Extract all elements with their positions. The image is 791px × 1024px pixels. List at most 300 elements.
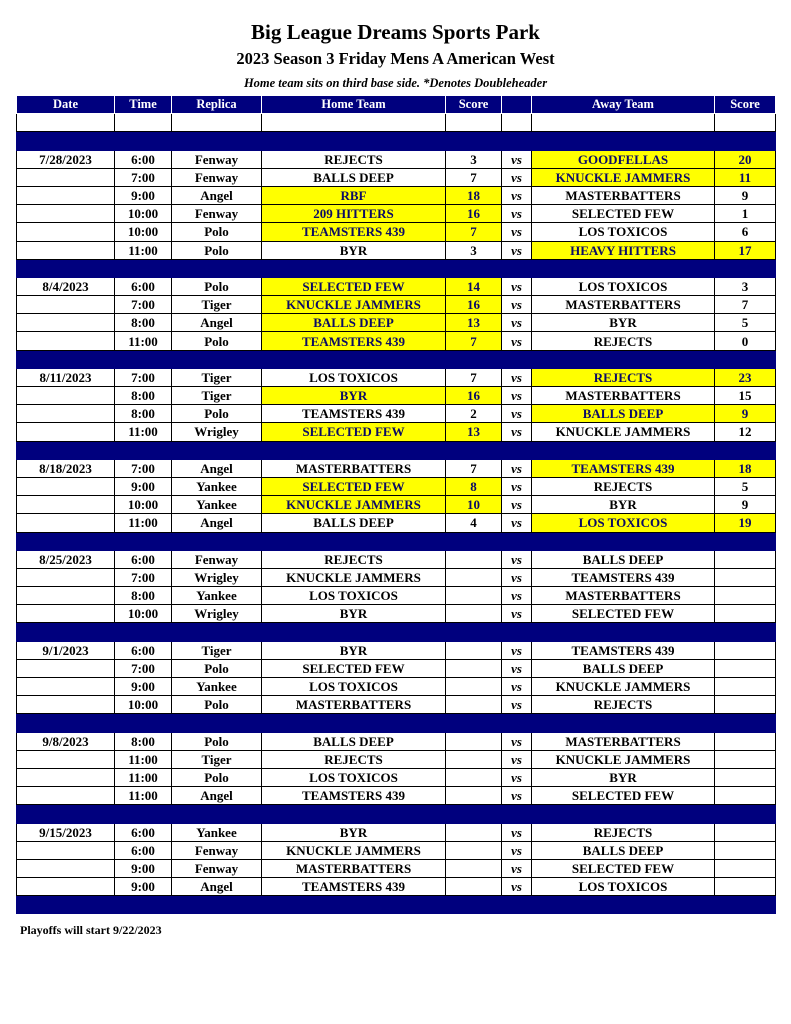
game-row: [17, 696, 776, 714]
game-date: [17, 587, 115, 605]
game-field: Polo: [172, 223, 262, 241]
empty-cell: [502, 896, 532, 914]
game-field: Tiger: [172, 641, 262, 659]
game-field: Polo: [172, 277, 262, 295]
game-time: 10:00: [115, 496, 172, 514]
empty-cell: [532, 114, 715, 132]
week-separator: [17, 350, 776, 368]
game-field: Tiger: [172, 296, 262, 314]
home-score: [446, 696, 502, 714]
game-time: 11:00: [115, 423, 172, 441]
away-team: BYR: [532, 768, 715, 786]
game-date: [17, 696, 115, 714]
game-field: Polo: [172, 241, 262, 259]
vs-label: vs: [502, 859, 532, 877]
empty-cell: [532, 350, 715, 368]
game-time: 8:00: [115, 314, 172, 332]
game-date: 9/1/2023: [17, 641, 115, 659]
home-team: KNUCKLE JAMMERS: [262, 296, 446, 314]
week-separator: [17, 896, 776, 914]
home-score: [446, 605, 502, 623]
page-title: Big League Dreams Sports Park: [251, 20, 540, 44]
empty-cell: [172, 132, 262, 150]
away-score: 1: [715, 205, 776, 223]
vs-label: vs: [502, 605, 532, 623]
game-row: [17, 168, 776, 186]
away-score: 9: [715, 405, 776, 423]
vs-label: vs: [502, 296, 532, 314]
vs-label: vs: [502, 205, 532, 223]
game-row: [17, 787, 776, 805]
away-team: TEAMSTERS 439: [532, 459, 715, 477]
away-score: [715, 605, 776, 623]
game-field: Wrigley: [172, 605, 262, 623]
empty-cell: [502, 714, 532, 732]
home-score: [446, 568, 502, 586]
vs-label: vs: [502, 787, 532, 805]
game-date: 8/25/2023: [17, 550, 115, 568]
away-score: [715, 550, 776, 568]
game-row: [17, 641, 776, 659]
column-header-replica: Replica: [172, 96, 262, 114]
game-date: [17, 168, 115, 186]
game-date: [17, 659, 115, 677]
away-score: [715, 823, 776, 841]
home-score: [446, 750, 502, 768]
away-team: MASTERBATTERS: [532, 186, 715, 204]
game-field: Angel: [172, 314, 262, 332]
home-team: TEAMSTERS 439: [262, 878, 446, 896]
week-separator: [17, 532, 776, 550]
home-team: BALLS DEEP: [262, 732, 446, 750]
away-score: [715, 587, 776, 605]
empty-cell: [446, 350, 502, 368]
vs-label: vs: [502, 368, 532, 386]
away-team: REJECTS: [532, 696, 715, 714]
game-field: Yankee: [172, 678, 262, 696]
empty-cell: [532, 714, 715, 732]
game-time: 11:00: [115, 332, 172, 350]
column-header-vs: [502, 96, 532, 114]
home-score: 4: [446, 514, 502, 532]
game-date: [17, 387, 115, 405]
game-field: Polo: [172, 696, 262, 714]
game-row: [17, 550, 776, 568]
away-score: 15: [715, 387, 776, 405]
empty-cell: [115, 623, 172, 641]
empty-cell: [715, 532, 776, 550]
home-team: TEAMSTERS 439: [262, 332, 446, 350]
column-header-date: Date: [17, 96, 115, 114]
away-score: 19: [715, 514, 776, 532]
empty-cell: [172, 896, 262, 914]
home-team: RBF: [262, 186, 446, 204]
home-score: [446, 659, 502, 677]
away-team: MASTERBATTERS: [532, 732, 715, 750]
home-score: 3: [446, 150, 502, 168]
empty-cell: [17, 114, 115, 132]
empty-cell: [262, 714, 446, 732]
vs-label: vs: [502, 641, 532, 659]
away-team: MASTERBATTERS: [532, 296, 715, 314]
away-score: 3: [715, 277, 776, 295]
empty-cell: [17, 532, 115, 550]
game-row: [17, 277, 776, 295]
empty-cell: [262, 441, 446, 459]
home-team: KNUCKLE JAMMERS: [262, 841, 446, 859]
game-time: 6:00: [115, 550, 172, 568]
game-field: Fenway: [172, 841, 262, 859]
empty-cell: [715, 114, 776, 132]
home-score: [446, 841, 502, 859]
empty-cell: [446, 441, 502, 459]
empty-cell: [172, 805, 262, 823]
empty-cell: [446, 259, 502, 277]
game-date: [17, 296, 115, 314]
game-row: [17, 405, 776, 423]
game-time: 11:00: [115, 514, 172, 532]
game-date: [17, 223, 115, 241]
away-score: 5: [715, 314, 776, 332]
away-score: [715, 859, 776, 877]
empty-cell: [262, 132, 446, 150]
away-score: [715, 659, 776, 677]
away-team: LOS TOXICOS: [532, 277, 715, 295]
empty-cell: [115, 259, 172, 277]
column-header-away-score: Score: [715, 96, 776, 114]
away-team: BALLS DEEP: [532, 659, 715, 677]
game-row: [17, 659, 776, 677]
away-team: SELECTED FEW: [532, 205, 715, 223]
home-team: TEAMSTERS 439: [262, 223, 446, 241]
home-score: 16: [446, 205, 502, 223]
game-field: Fenway: [172, 205, 262, 223]
game-row: [17, 732, 776, 750]
game-field: Angel: [172, 878, 262, 896]
empty-cell: [115, 132, 172, 150]
game-row: [17, 387, 776, 405]
schedule-table: [16, 95, 776, 914]
game-field: Fenway: [172, 150, 262, 168]
vs-label: vs: [502, 150, 532, 168]
playoffs-note: Playoffs will start 9/22/2023: [20, 923, 162, 937]
empty-cell: [532, 132, 715, 150]
game-row: [17, 605, 776, 623]
home-team: LOS TOXICOS: [262, 768, 446, 786]
empty-cell: [172, 350, 262, 368]
game-date: [17, 768, 115, 786]
game-field: Wrigley: [172, 568, 262, 586]
game-field: Angel: [172, 459, 262, 477]
home-team: BYR: [262, 823, 446, 841]
empty-cell: [115, 441, 172, 459]
vs-label: vs: [502, 568, 532, 586]
game-date: 9/8/2023: [17, 732, 115, 750]
game-row: [17, 514, 776, 532]
empty-cell: [17, 350, 115, 368]
home-team: TEAMSTERS 439: [262, 787, 446, 805]
game-field: Wrigley: [172, 423, 262, 441]
week-separator: [17, 441, 776, 459]
vs-label: vs: [502, 223, 532, 241]
schedule-note: Home team sits on third base side. *Denotes Doubleheader: [243, 76, 548, 90]
empty-cell: [172, 259, 262, 277]
home-team: BALLS DEEP: [262, 314, 446, 332]
home-score: 7: [446, 223, 502, 241]
empty-cell: [715, 132, 776, 150]
game-row: [17, 587, 776, 605]
vs-label: vs: [502, 587, 532, 605]
away-score: 11: [715, 168, 776, 186]
vs-label: vs: [502, 659, 532, 677]
home-team: BYR: [262, 641, 446, 659]
game-row: [17, 423, 776, 441]
home-score: [446, 678, 502, 696]
home-score: [446, 878, 502, 896]
table-header-row: [17, 96, 776, 114]
home-score: [446, 641, 502, 659]
game-date: [17, 787, 115, 805]
home-score: [446, 787, 502, 805]
empty-cell: [446, 805, 502, 823]
empty-cell: [532, 441, 715, 459]
game-date: [17, 241, 115, 259]
game-time: 8:00: [115, 732, 172, 750]
game-time: 7:00: [115, 459, 172, 477]
home-team: MASTERBATTERS: [262, 459, 446, 477]
empty-cell: [115, 896, 172, 914]
game-date: [17, 678, 115, 696]
home-score: 2: [446, 405, 502, 423]
home-team: BALLS DEEP: [262, 168, 446, 186]
empty-cell: [17, 441, 115, 459]
away-score: 5: [715, 477, 776, 495]
empty-cell: [446, 132, 502, 150]
vs-label: vs: [502, 841, 532, 859]
game-row: [17, 823, 776, 841]
game-row: [17, 332, 776, 350]
home-team: LOS TOXICOS: [262, 678, 446, 696]
game-field: Yankee: [172, 496, 262, 514]
home-score: 8: [446, 477, 502, 495]
game-date: [17, 514, 115, 532]
away-team: REJECTS: [532, 823, 715, 841]
game-field: Fenway: [172, 168, 262, 186]
empty-cell: [17, 805, 115, 823]
away-score: 9: [715, 496, 776, 514]
game-row: [17, 296, 776, 314]
away-team: TEAMSTERS 439: [532, 641, 715, 659]
week-separator: [17, 714, 776, 732]
empty-cell: [446, 623, 502, 641]
empty-cell: [532, 623, 715, 641]
empty-cell: [502, 132, 532, 150]
game-row: [17, 768, 776, 786]
away-team: SELECTED FEW: [532, 787, 715, 805]
home-score: [446, 768, 502, 786]
home-score: 7: [446, 332, 502, 350]
game-time: 9:00: [115, 878, 172, 896]
game-time: 6:00: [115, 641, 172, 659]
game-time: 6:00: [115, 841, 172, 859]
home-score: [446, 859, 502, 877]
away-score: [715, 750, 776, 768]
empty-cell: [17, 896, 115, 914]
empty-cell: [262, 532, 446, 550]
away-team: BALLS DEEP: [532, 550, 715, 568]
empty-cell: [715, 350, 776, 368]
game-date: 9/15/2023: [17, 823, 115, 841]
home-team: TEAMSTERS 439: [262, 405, 446, 423]
vs-label: vs: [502, 514, 532, 532]
empty-cell: [532, 259, 715, 277]
game-date: [17, 332, 115, 350]
away-score: [715, 678, 776, 696]
column-header-home-team: Home Team: [262, 96, 446, 114]
game-row: [17, 186, 776, 204]
game-time: 11:00: [115, 787, 172, 805]
game-field: Polo: [172, 732, 262, 750]
vs-label: vs: [502, 678, 532, 696]
home-team: 209 HITTERS: [262, 205, 446, 223]
away-score: 18: [715, 459, 776, 477]
game-field: Polo: [172, 659, 262, 677]
game-field: Polo: [172, 405, 262, 423]
game-row: [17, 568, 776, 586]
game-field: Tiger: [172, 750, 262, 768]
home-score: [446, 732, 502, 750]
vs-label: vs: [502, 186, 532, 204]
game-time: 6:00: [115, 823, 172, 841]
home-score: [446, 823, 502, 841]
game-time: 7:00: [115, 168, 172, 186]
empty-cell: [532, 805, 715, 823]
empty-cell: [262, 114, 446, 132]
home-score: [446, 587, 502, 605]
empty-cell: [502, 441, 532, 459]
away-team: SELECTED FEW: [532, 859, 715, 877]
game-time: 9:00: [115, 477, 172, 495]
away-score: [715, 787, 776, 805]
game-row: [17, 314, 776, 332]
empty-cell: [262, 350, 446, 368]
game-date: 8/18/2023: [17, 459, 115, 477]
home-score: 7: [446, 368, 502, 386]
vs-label: vs: [502, 823, 532, 841]
away-score: [715, 696, 776, 714]
week-separator: [17, 132, 776, 150]
away-team: REJECTS: [532, 368, 715, 386]
game-row: [17, 859, 776, 877]
away-score: [715, 841, 776, 859]
home-team: BYR: [262, 387, 446, 405]
empty-cell: [115, 714, 172, 732]
away-score: [715, 568, 776, 586]
empty-cell: [532, 532, 715, 550]
empty-cell: [172, 532, 262, 550]
empty-cell: [715, 441, 776, 459]
home-team: MASTERBATTERS: [262, 696, 446, 714]
away-team: GOODFELLAS: [532, 150, 715, 168]
vs-label: vs: [502, 387, 532, 405]
empty-cell: [446, 896, 502, 914]
game-date: [17, 405, 115, 423]
game-row: [17, 678, 776, 696]
home-team: LOS TOXICOS: [262, 368, 446, 386]
home-score: 18: [446, 186, 502, 204]
away-team: LOS TOXICOS: [532, 514, 715, 532]
away-team: KNUCKLE JAMMERS: [532, 678, 715, 696]
empty-cell: [715, 805, 776, 823]
game-date: [17, 568, 115, 586]
game-date: [17, 186, 115, 204]
home-score: 16: [446, 296, 502, 314]
empty-cell: [172, 441, 262, 459]
empty-cell: [715, 259, 776, 277]
game-field: Fenway: [172, 550, 262, 568]
empty-cell: [715, 896, 776, 914]
game-field: Yankee: [172, 823, 262, 841]
week-separator: [17, 805, 776, 823]
game-time: 7:00: [115, 368, 172, 386]
game-time: 10:00: [115, 223, 172, 241]
game-time: 9:00: [115, 859, 172, 877]
home-score: 3: [446, 241, 502, 259]
page-subtitle: 2023 Season 3 Friday Mens A American West: [236, 49, 555, 68]
game-row: [17, 205, 776, 223]
game-field: Angel: [172, 186, 262, 204]
empty-cell: [502, 805, 532, 823]
column-header-away-team: Away Team: [532, 96, 715, 114]
home-team: REJECTS: [262, 150, 446, 168]
game-date: [17, 841, 115, 859]
home-team: MASTERBATTERS: [262, 859, 446, 877]
home-team: SELECTED FEW: [262, 477, 446, 495]
away-team: BYR: [532, 496, 715, 514]
game-time: 6:00: [115, 150, 172, 168]
home-team: KNUCKLE JAMMERS: [262, 496, 446, 514]
vs-label: vs: [502, 241, 532, 259]
home-score: 7: [446, 459, 502, 477]
game-time: 8:00: [115, 387, 172, 405]
column-header-time: Time: [115, 96, 172, 114]
game-row: [17, 750, 776, 768]
away-team: HEAVY HITTERS: [532, 241, 715, 259]
empty-cell: [115, 114, 172, 132]
empty-cell: [172, 714, 262, 732]
empty-cell: [172, 114, 262, 132]
game-row: [17, 841, 776, 859]
vs-label: vs: [502, 732, 532, 750]
vs-label: vs: [502, 405, 532, 423]
vs-label: vs: [502, 277, 532, 295]
home-score: 7: [446, 168, 502, 186]
empty-cell: [715, 623, 776, 641]
away-score: [715, 641, 776, 659]
empty-cell: [502, 259, 532, 277]
vs-label: vs: [502, 750, 532, 768]
game-row: [17, 459, 776, 477]
game-field: Angel: [172, 787, 262, 805]
game-time: 9:00: [115, 186, 172, 204]
away-team: REJECTS: [532, 332, 715, 350]
vs-label: vs: [502, 459, 532, 477]
away-team: MASTERBATTERS: [532, 387, 715, 405]
vs-label: vs: [502, 314, 532, 332]
week-separator: [17, 623, 776, 641]
game-date: [17, 496, 115, 514]
game-time: 10:00: [115, 605, 172, 623]
